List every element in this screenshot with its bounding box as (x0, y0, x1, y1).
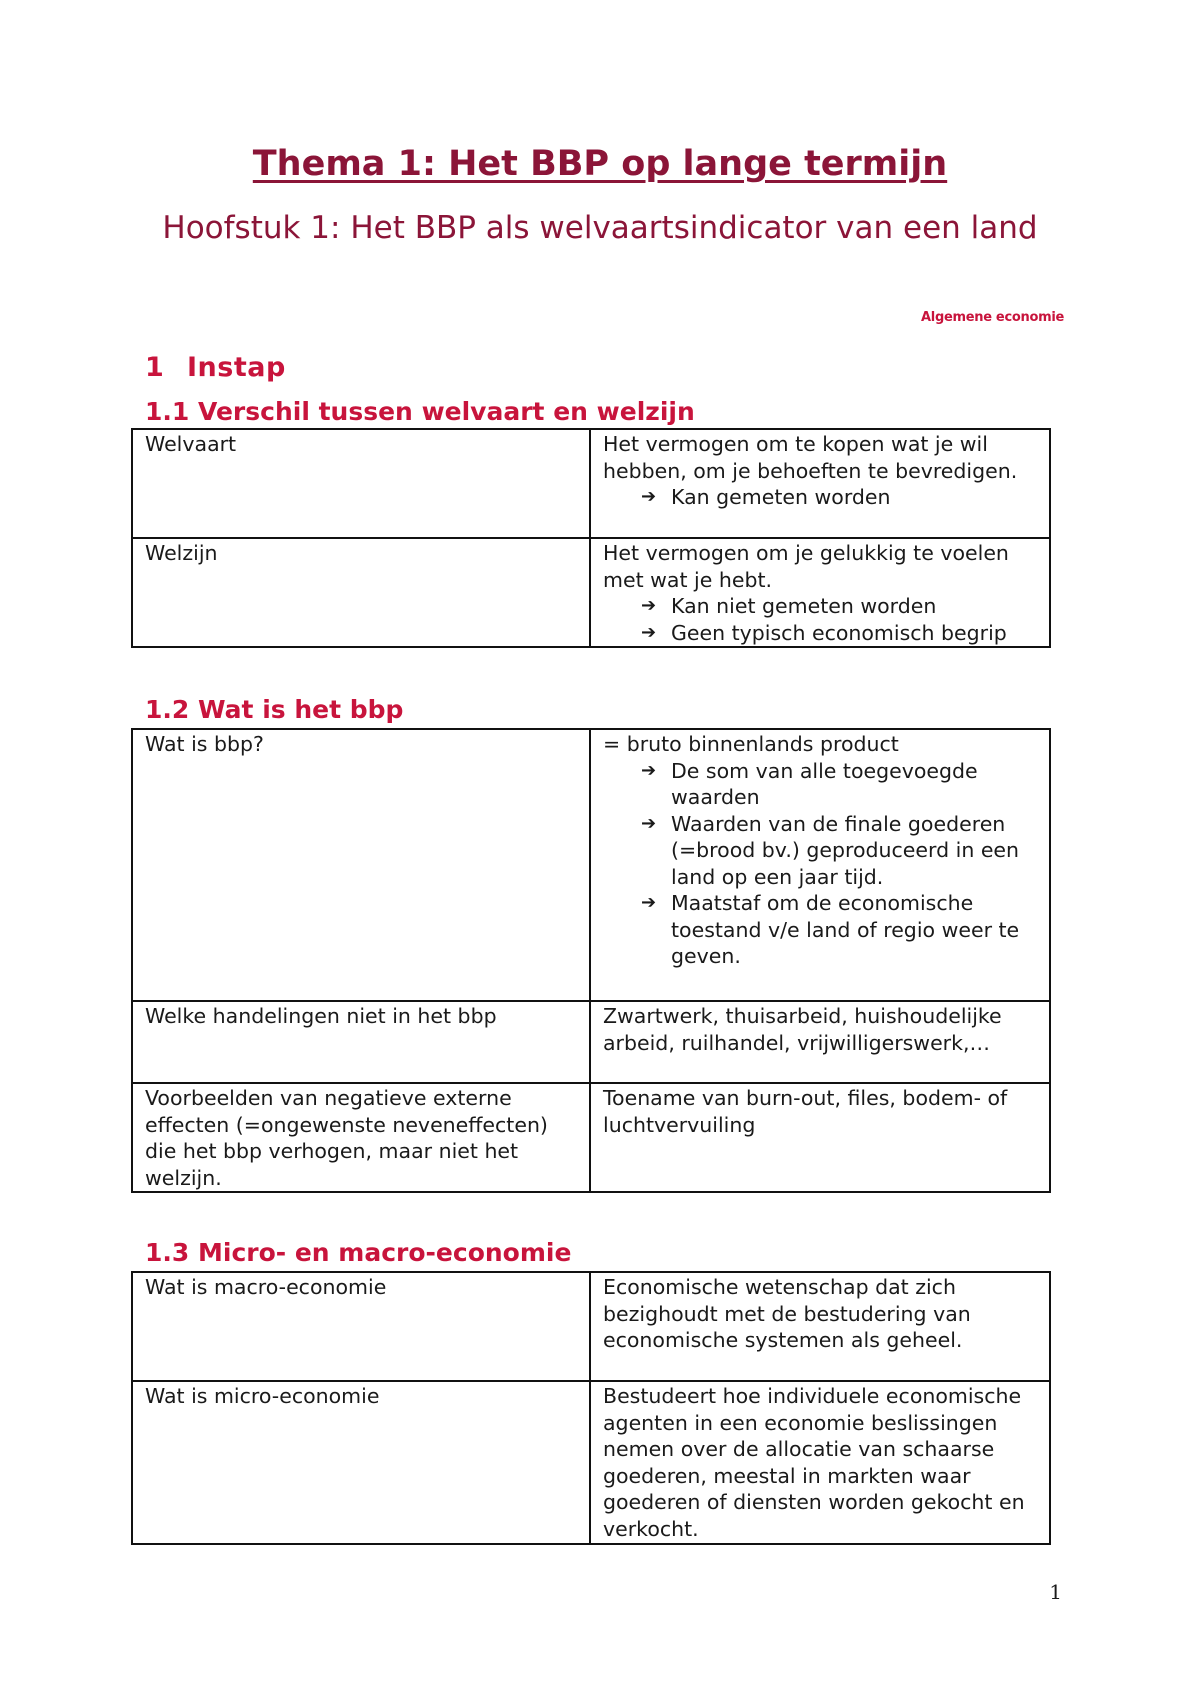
table-row (132, 429, 1050, 538)
bullet-item: ➔ Kan niet gemeten worden (641, 594, 937, 618)
heading-1-3: 1.3 Micro- en macro-economie (145, 1238, 572, 1267)
definition-text: Het vermogen om je gelukkig te voelen met wat je hebt. (603, 541, 1009, 592)
term-cell: Wat is micro-economie (132, 1381, 590, 1544)
heading-1-2: 1.2 Wat is het bbp (145, 695, 404, 724)
term-cell: Welke handelingen niet in het bbp (132, 1001, 590, 1083)
arrow-right-icon: ➔ (641, 892, 657, 913)
table-row (132, 538, 1050, 647)
table-wat-is-bbp (131, 728, 1051, 1193)
section-number: 1 (145, 352, 165, 383)
arrow-right-icon: ➔ (641, 759, 657, 781)
definition-cell: Bestudeert hoe individuele economische agenten in een economie beslissingen nemen over de allocatie van schaarse goederen, meestal in markten waar goederen of diensten worden gekocht en verkocht. (590, 1381, 1050, 1544)
heading-1-1: 1.1 Verschil tussen welvaart en welzijn (145, 397, 695, 426)
definition-text: Het vermogen om te kopen wat je wil hebben, om je behoeften te bevredigen. (603, 432, 1018, 483)
definition-cell (590, 538, 1050, 647)
arrow-right-icon: ➔ (641, 621, 657, 643)
table-row (132, 1083, 1050, 1192)
definition-cell: Economische wetenschap dat zich bezighoudt met de bestudering van economische systemen als geheel. (590, 1272, 1050, 1381)
term-cell: Voorbeelden van negatieve externe effecten (=ongewenste neveneffecten) die het bbp verhogen, maar niet het welzijn. (132, 1083, 590, 1192)
table-row (132, 1272, 1050, 1381)
document-tag: Algemene economie (921, 310, 1064, 325)
table-row (132, 1001, 1050, 1083)
definition-text: = bruto binnenlands product (603, 732, 899, 756)
definition-cell: Zwartwerk, thuisarbeid, huishoudelijke arbeid, ruilhandel, vrijwilligerswerk,… (590, 1001, 1050, 1083)
table-row (132, 1381, 1050, 1544)
arrow-right-icon: ➔ (641, 486, 657, 507)
definition-cell (590, 729, 1050, 1001)
definition-cell (590, 429, 1050, 538)
term-cell: Wat is bbp? (132, 729, 590, 1001)
bullet-item: ➔ Kan gemeten worden (641, 485, 891, 509)
section-heading-instap (145, 352, 286, 383)
table-row (132, 729, 1050, 1001)
table-micro-macro (131, 1271, 1051, 1545)
bullet-item: ➔ De som van alle toegevoegde waarden (641, 758, 978, 809)
definition-cell: Toename van burn-out, files, bodem- of luchtvervuiling (590, 1083, 1050, 1192)
section-title: Instap (187, 352, 286, 383)
term-cell: Welzijn (132, 538, 590, 647)
bullet-item: ➔ Waarden van de finale goederen (=brood bv.) geproduceerd in een land op een jaar tijd. (641, 811, 1020, 889)
term-cell: Welvaart (132, 429, 590, 538)
document-title: Thema 1: Het BBP op lange termijn (252, 144, 948, 184)
page-number: 1 (1049, 1580, 1062, 1604)
bullet-item: ➔ Geen typisch economisch begrip (641, 620, 1007, 645)
bullet-item: ➔ Maatstaf om de economische toestand v/e land of regio weer te geven. (641, 891, 1020, 968)
arrow-right-icon: ➔ (641, 812, 657, 834)
arrow-right-icon: ➔ (641, 595, 657, 616)
term-cell: Wat is macro-economie (132, 1272, 590, 1381)
document-subtitle: Hoofstuk 1: Het BBP als welvaartsindicator van een land (162, 210, 1038, 246)
table-welvaart-welzijn (131, 428, 1051, 648)
